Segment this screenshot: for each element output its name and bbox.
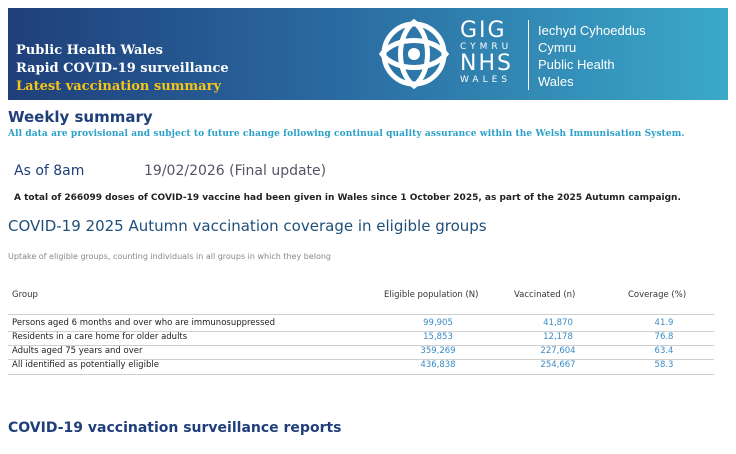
banner-line-org: Public Health Wales — [16, 43, 163, 58]
as-of-label: As of 8am — [14, 163, 85, 179]
banner-line-latest: Latest vaccination summary — [16, 79, 222, 94]
table-row — [8, 344, 714, 358]
gig-text: GIG — [460, 18, 507, 43]
row-eligible: 15,853 — [423, 332, 453, 342]
header-group: Group — [12, 290, 38, 300]
provisional-note: All data are provisional and subject to future change following continual quality assurance within the Welsh Immunisation System. — [8, 129, 685, 139]
table-row — [8, 358, 714, 372]
row-coverage: 76.8 — [654, 332, 674, 342]
phw-knot-logo-icon — [374, 14, 454, 94]
coverage-subtitle: Uptake of eligible groups, counting individuals in all groups in which they belong — [8, 252, 332, 261]
row-group: Persons aged 6 months and over who are immunosuppressed — [12, 318, 276, 328]
row-eligible: 99,905 — [423, 318, 453, 328]
as-of-date: 19/02/2026 (Final update) — [144, 163, 327, 179]
table-bottom-rule — [8, 374, 714, 375]
nhs-wales-wordmark — [460, 20, 513, 86]
org-welsh-1: Iechyd Cyhoeddus — [538, 23, 646, 38]
coverage-title: COVID-19 2025 Autumn vaccination coverage in eligible groups — [8, 217, 487, 235]
row-coverage: 58.3 — [654, 360, 674, 370]
coverage-table — [8, 288, 714, 372]
banner-titles — [16, 42, 229, 96]
org-welsh-2: Cymru — [538, 40, 577, 55]
row-group: Residents in a care home for older adults — [12, 332, 188, 342]
header-banner — [8, 8, 728, 100]
nhs-text: NHS — [460, 51, 513, 76]
org-english-2: Wales — [538, 74, 574, 89]
banner-line-surveillance: Rapid COVID-19 surveillance — [16, 61, 229, 76]
total-doses-text: A total of 266099 doses of COVID-19 vaccine had been given in Wales since 1 October 2025, as part of the 2025 Autumn campaign. — [14, 193, 681, 203]
weekly-summary-title: Weekly summary — [8, 108, 153, 126]
table-header — [8, 288, 714, 314]
banner-divider — [528, 20, 529, 90]
table-row — [8, 330, 714, 344]
row-group: All identified as potentially eligible — [12, 360, 159, 370]
row-coverage: 63.4 — [654, 346, 674, 356]
org-english-1: Public Health — [538, 57, 615, 72]
row-eligible: 436,838 — [420, 360, 456, 370]
row-vaccinated: 41,870 — [543, 318, 573, 328]
header-vaccinated: Vaccinated (n) — [514, 290, 576, 300]
header-eligible: Eligible population (N) — [384, 290, 479, 300]
reports-title: COVID-19 vaccination surveillance reports — [8, 420, 342, 436]
org-name — [538, 22, 646, 90]
header-coverage: Coverage (%) — [628, 290, 687, 300]
row-vaccinated: 12,178 — [543, 332, 573, 342]
table-row — [8, 316, 714, 330]
cymru-text: CYMRU — [460, 42, 513, 52]
wales-text: WALES — [460, 75, 511, 85]
row-eligible: 359,269 — [420, 346, 456, 356]
row-coverage: 41.9 — [654, 318, 674, 328]
row-vaccinated: 227,604 — [540, 346, 576, 356]
header-rule — [8, 314, 714, 315]
row-group: Adults aged 75 years and over — [12, 346, 143, 356]
row-vaccinated: 254,667 — [540, 360, 576, 370]
